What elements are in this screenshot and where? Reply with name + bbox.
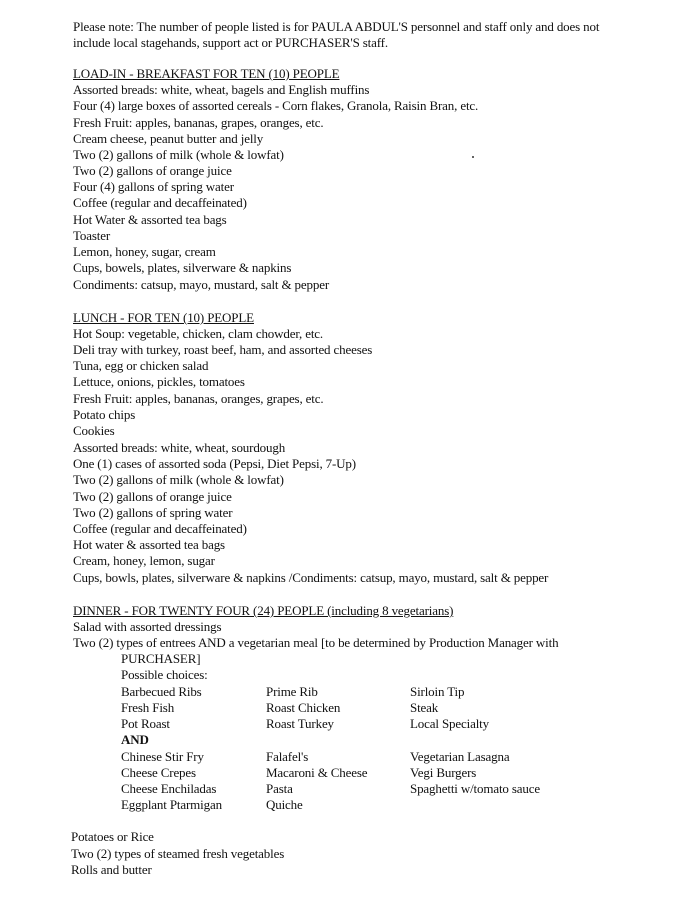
- choice-item: Sirloin Tip: [410, 684, 465, 699]
- lunch-item: Cream, honey, lemon, sugar: [73, 553, 215, 568]
- choice-item: Cheese Crepes: [121, 765, 196, 780]
- choice-item: Macaroni & Cheese: [266, 765, 368, 780]
- choice-item: Falafel's: [266, 749, 309, 764]
- breakfast-item: Four (4) large boxes of assorted cereals - Corn flakes, Granola, Raisin Bran, etc.: [73, 98, 479, 113]
- lunch-item: Two (2) gallons of orange juice: [73, 489, 232, 504]
- scan-speck: [472, 156, 474, 158]
- choice-item: Fresh Fish: [121, 700, 175, 715]
- choice-item: Spaghetti w/tomato sauce: [410, 781, 540, 796]
- choice-item: Quiche: [266, 797, 303, 812]
- breakfast-heading: LOAD-IN - BREAKFAST FOR TEN (10) PEOPLE: [73, 66, 340, 81]
- breakfast-item: Cups, bowels, plates, silverware & napkins: [73, 260, 292, 275]
- choice-item: Barbecued Ribs: [121, 684, 202, 699]
- note-line-2: include local stagehands, support act or PURCHASER'S staff.: [73, 35, 388, 50]
- breakfast-item: Hot Water & assorted tea bags: [73, 212, 227, 227]
- choice-item: Chinese Stir Fry: [121, 749, 204, 764]
- lunch-item: Hot water & assorted tea bags: [73, 537, 225, 552]
- lunch-heading: LUNCH - FOR TEN (10) PEOPLE: [73, 310, 254, 325]
- breakfast-item: Two (2) gallons of milk (whole & lowfat): [73, 147, 284, 162]
- dinner-item: Salad with assorted dressings: [73, 619, 222, 634]
- breakfast-item: Fresh Fruit: apples, bananas, grapes, oranges, etc.: [73, 115, 324, 130]
- choice-item: Eggplant Ptarmigan: [121, 797, 222, 812]
- lunch-item: Deli tray with turkey, roast beef, ham, and assorted cheeses: [73, 342, 373, 357]
- breakfast-item: Condiments: catsup, mayo, mustard, salt & pepper: [73, 277, 330, 292]
- breakfast-item: Coffee (regular and decaffeinated): [73, 195, 247, 210]
- choice-item: Local Specialty: [410, 716, 489, 731]
- lunch-item: Lettuce, onions, pickles, tomatoes: [73, 374, 245, 389]
- lunch-item: One (1) cases of assorted soda (Pepsi, Diet Pepsi, 7-Up): [73, 456, 356, 471]
- dinner-item: Two (2) types of steamed fresh vegetables: [71, 846, 285, 861]
- choice-item: Vegetarian Lasagna: [410, 749, 510, 764]
- dinner-item: Rolls and butter: [71, 862, 152, 877]
- breakfast-item: Toaster: [73, 228, 111, 243]
- lunch-item: Cookies: [73, 423, 115, 438]
- lunch-item: Two (2) gallons of milk (whole & lowfat): [73, 472, 284, 487]
- choice-item: Pot Roast: [121, 716, 170, 731]
- dinner-item: Two (2) types of entrees AND a vegetarian meal [to be determined by Production Manager with: [73, 635, 559, 650]
- breakfast-item: Four (4) gallons of spring water: [73, 179, 234, 194]
- choice-item: Roast Turkey: [266, 716, 334, 731]
- breakfast-item: Two (2) gallons of orange juice: [73, 163, 232, 178]
- dinner-heading: DINNER - FOR TWENTY FOUR (24) PEOPLE (including 8 vegetarians): [73, 603, 454, 618]
- choice-item: Prime Rib: [266, 684, 318, 699]
- lunch-item: Hot Soup: vegetable, chicken, clam chowder, etc.: [73, 326, 324, 341]
- lunch-item: Assorted breads: white, wheat, sourdough: [73, 440, 286, 455]
- and-label: AND: [121, 732, 149, 747]
- choice-item: Pasta: [266, 781, 293, 796]
- lunch-item: Two (2) gallons of spring water: [73, 505, 233, 520]
- breakfast-item: Cream cheese, peanut butter and jelly: [73, 131, 264, 146]
- note-line-1: Please note: The number of people listed is for PAULA ABDUL'S personnel and staff only and does not: [73, 19, 600, 34]
- choice-item: Cheese Enchiladas: [121, 781, 217, 796]
- choice-item: Roast Chicken: [266, 700, 341, 715]
- lunch-item: Coffee (regular and decaffeinated): [73, 521, 247, 536]
- dinner-item: Potatoes or Rice: [71, 829, 154, 844]
- breakfast-item: Assorted breads: white, wheat, bagels and English muffins: [73, 82, 370, 97]
- choice-item: Vegi Burgers: [410, 765, 477, 780]
- lunch-item: Potato chips: [73, 407, 136, 422]
- choice-item: Steak: [410, 700, 439, 715]
- breakfast-item: Lemon, honey, sugar, cream: [73, 244, 216, 259]
- choices-label: Possible choices:: [121, 667, 208, 682]
- lunch-item: Cups, bowls, plates, silverware & napkins /Condiments: catsup, mayo, mustard, salt & pepper: [73, 570, 549, 585]
- dinner-item-continuation: PURCHASER]: [121, 651, 201, 666]
- lunch-item: Tuna, egg or chicken salad: [73, 358, 209, 373]
- lunch-item: Fresh Fruit: apples, bananas, oranges, grapes, etc.: [73, 391, 324, 406]
